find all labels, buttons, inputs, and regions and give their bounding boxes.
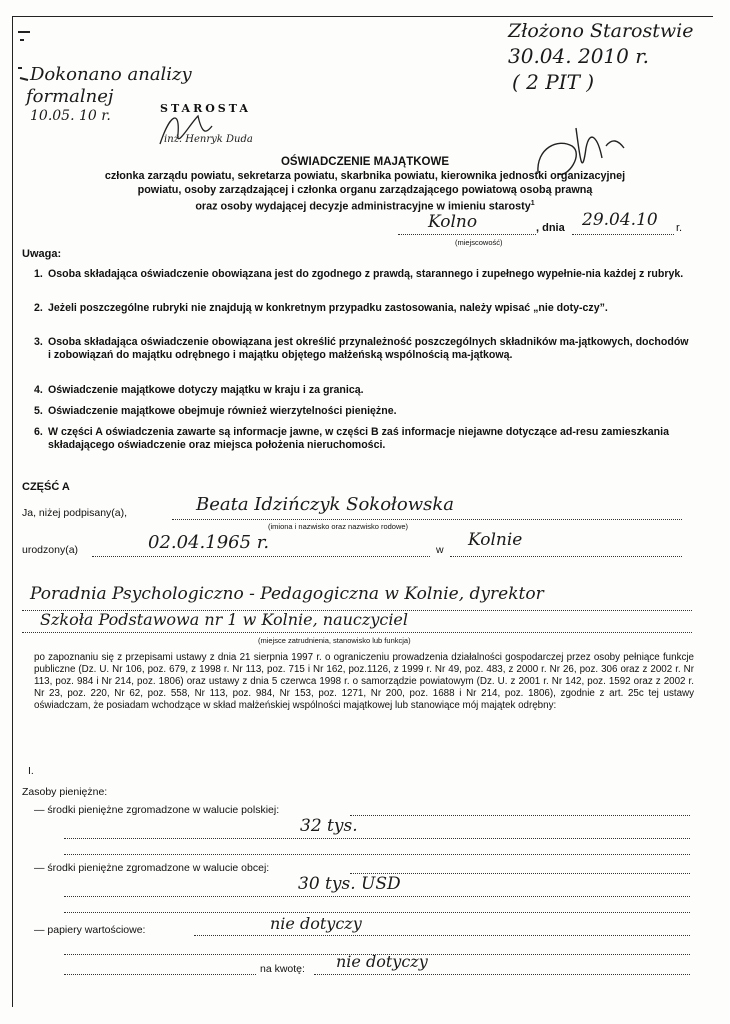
pln-label: — środki pieniężne zgromadzone w walucie polskiej: — [34, 804, 280, 816]
fx-label: — środki pieniężne zgromadzone w walucie obcej: — [34, 862, 270, 874]
date-value: 29.04.10 — [582, 210, 658, 230]
note-item-2 — [34, 302, 694, 315]
fx-line-3 — [64, 912, 690, 913]
pln-line-2 — [64, 838, 690, 839]
work-value-line1: Poradnia Psychologiczno - Pedagogiczna w Kolnie, dyrektor — [30, 584, 544, 604]
signed-caption: (imiona i nazwisko oraz nazwisko rodowe) — [268, 522, 409, 531]
date-field-line — [572, 234, 674, 235]
born-in-label: w — [436, 544, 444, 556]
part-a-heading: CZĘŚĆ A — [22, 481, 70, 493]
note-number: 1. — [34, 268, 43, 280]
note-item-3 — [34, 336, 694, 362]
fx-line-2 — [64, 896, 690, 897]
note-number: 6. — [34, 426, 43, 438]
footnote-mark: 1 — [530, 200, 535, 207]
signed-field-line — [172, 519, 682, 520]
place-caption: (miejscowość) — [455, 238, 503, 247]
securities-line-1 — [194, 935, 690, 936]
analysis-note-date: 10.05. 10 r. — [30, 108, 111, 124]
starosta-stamp: STAROSTA — [160, 102, 251, 115]
note-number: 5. — [34, 405, 43, 417]
born-date-value: 02.04.1965 r. — [148, 532, 270, 553]
place-value: Kolno — [428, 212, 478, 232]
place-field-line — [398, 234, 536, 235]
received-note-date: 30.04. 2010 r. — [508, 44, 649, 68]
pln-value: 32 tys. — [300, 816, 358, 836]
date-suffix: r. — [676, 222, 683, 234]
work-line-2 — [22, 632, 692, 633]
starosta-signature — [150, 104, 220, 154]
work-caption: (miejsce zatrudnienia, stanowisko lub funkcja) — [258, 636, 411, 645]
fx-line-1 — [350, 873, 690, 874]
pln-line-3 — [64, 854, 690, 855]
note-text: Osoba składająca oświadczenie obowiązana jest do zgodnego z prawdą, starannego i zupełnego wypełnie-nia każdej z rubryk. — [48, 268, 684, 280]
document-title: OŚWIADCZENIE MAJĄTKOWE — [280, 156, 450, 168]
born-label: urodzony(a) — [22, 544, 79, 556]
note-item-1 — [34, 268, 694, 281]
amount-value: nie dotyczy — [336, 952, 428, 971]
born-place-value: Kolnie — [468, 530, 523, 550]
note-item-6 — [34, 426, 694, 452]
born-date-line — [92, 556, 430, 557]
signed-value: Beata Idzińczyk Sokołowska — [196, 494, 454, 515]
note-item-4 — [34, 384, 694, 397]
securities-value: nie dotyczy — [270, 914, 362, 933]
note-item-5 — [34, 405, 694, 418]
note-number: 3. — [34, 336, 43, 348]
received-note-pit: ( 2 PIT ) — [512, 70, 595, 94]
amount-pre-line — [64, 974, 256, 975]
fx-value: 30 tys. USD — [298, 874, 401, 894]
section-i-number: I. — [28, 765, 34, 777]
law-paragraph: po zapoznaniu się z przepisami ustawy z dnia 21 sierpnia 1997 r. o ograniczeniu prowadzenia działalności gospodarczej przez osoby pełniące funkcje publiczne (Dz. U. Nr 106, poz. 679, z 1998 r. Nr 113, poz. 715 i Nr 162, poz.1126, z 1999 r. Nr 49, poz. 483, z 2000 r. Nr 26, poz. 306 oraz z 2002 r. Nr 113, poz. 984 i Nr 214, poz. 1806) oraz ustawy z dnia 5 czerwca 1998 r. o samorządzie powiatowym (Dz. U. z 2001 r. Nr 142, poz. 1592 oraz z 2002 r. Nr 23, poz. 220, Nr 62, poz. 558, Nr 113, poz. 984, Nr 153, poz. 1271, Nr 200, poz. 1688 i Nr 214, poz. 1806), zgodnie z art. 25c tej ustawy oświadczam, że posiadam wchodzące w skład małżeńskiej wspólności majątkowej lub stanowiące mój majątek odrębny: — [34, 652, 694, 711]
born-place-line — [450, 556, 682, 557]
note-number: 2. — [34, 302, 43, 314]
note-text: Oświadczenie majątkowe obejmuje również wierzytelności pieniężne. — [48, 405, 397, 417]
document-subtitle-line2: powiatu, osoby zarządzającej i członka organu zarządzającego powiatową osobą prawną — [137, 184, 593, 196]
date-prefix: , dnia — [536, 222, 565, 234]
note-text: Jeżeli poszczególne rubryki nie znajdują w konkretnym przypadku zastosowania, należy wpisać „nie doty-czy”. — [48, 302, 608, 314]
note-text: Oświadczenie majątkowe dotyczy majątku w kraju i za granicą. — [48, 384, 364, 396]
section-i-heading: Zasoby pieniężne: — [22, 786, 108, 798]
analysis-note-line1: Dokonano analizy — [30, 64, 192, 85]
securities-label: — papiery wartościowe: — [34, 924, 146, 936]
note-text: W części A oświadczenia zawarte są informacje jawne, w części B zaś informacje niejawne dotyczące ad-resu zamieszkania składającego oświadczenie oraz miejsca położenia nieruchomości. — [48, 426, 669, 451]
analysis-note-line2: formalnej — [26, 86, 114, 107]
starosta-stamp-name: inż. Henryk Duda — [164, 134, 253, 145]
work-value-line2: Szkoła Podstawowa nr 1 w Kolnie, nauczyciel — [40, 610, 409, 629]
note-text: Osoba składająca oświadczenie obowiązana jest określić przynależność poszczególnych składników ma-jątkowych, dochodów i zobowiązań do majątku odrębnego i majątku objętego małżeńską wspólnością ma-jątkową. — [48, 336, 689, 361]
document-subtitle-line1: członka zarządu powiatu, sekretarza powiatu, skarbnika powiatu, kierownika jednostki organizacyjnej — [104, 170, 626, 182]
note-number: 4. — [34, 384, 43, 396]
amount-line — [314, 974, 690, 975]
pln-line-1 — [350, 815, 690, 816]
amount-label: na kwotę: — [260, 963, 305, 975]
notes-heading: Uwaga: — [22, 248, 62, 260]
document-subtitle-line3-text: oraz osoby wydającej decyzje administracyjne w imieniu starosty — [195, 200, 531, 213]
signed-label: Ja, niżej podpisany(a), — [22, 507, 128, 519]
received-note-line1: Złożono Starostwie — [508, 20, 694, 42]
